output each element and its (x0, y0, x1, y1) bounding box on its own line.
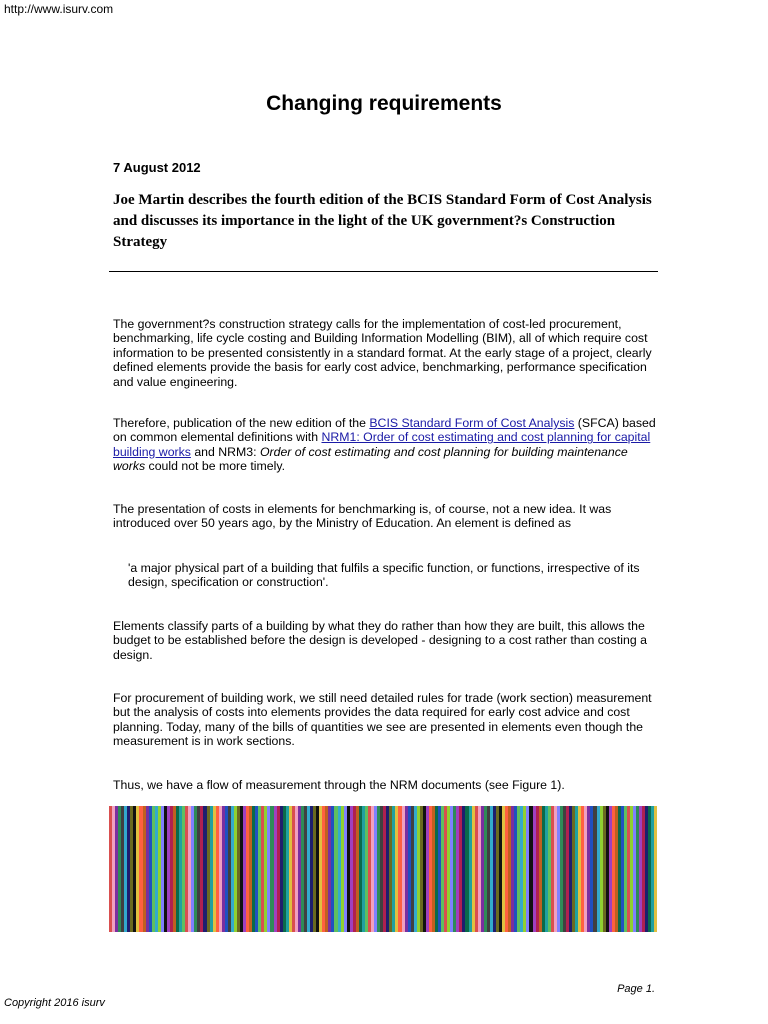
definition-quote: 'a major physical part of a building that fulfils a specific function, or functions, irrespective of its design, specification or construction'. (128, 561, 640, 590)
paragraph-4: Elements classify parts of a building by what they do rather than how they are built, this allows the budget to be established before the design is developed - designing to a cost rather than costing a design. (113, 619, 647, 662)
copyright-notice: Copyright 2016 isurv (4, 997, 105, 1009)
paragraph-2-text-b: (SFCA) based on common elemental definitions with (113, 416, 656, 445)
nrm3-title: Order of cost estimating and cost planning for building maintenance works (113, 444, 628, 474)
paragraph-2 (113, 416, 658, 474)
paragraph-5: For procurement of building work, we still need detailed rules for trade (work section) measurement but the analysis of costs into elements provides the data required for early cost advice and cost planning. Today, many of the bills of quantities we see are presented in elements even though the measurement is in work sections. (113, 691, 652, 749)
article-date: 7 August 2012 (113, 160, 201, 175)
page-title: Changing requirements (266, 92, 502, 115)
divider (109, 271, 658, 272)
paragraph-1: The government?s construction strategy calls for the implementation of cost-led procurement, benchmarking, life cycle costing and Building Information Modelling (BIM), all of which require cost information to be presented consistently in a standard format. At the early stage of a project, clearly defined elements provide the basis for early cost advice, benchmarking, performance specification and value engineering. (113, 317, 652, 389)
paragraph-2-text-a: Therefore, publication of the new edition of the (113, 416, 370, 430)
paragraph-3: The presentation of costs in elements for benchmarking is, of course, not a new idea. It was introduced over 50 years ago, by the Ministry of Education. An element is defined as (113, 502, 612, 531)
paragraph-2-text-c: and NRM3: (190, 444, 260, 459)
source-url: http://www.isurv.com (4, 2, 114, 16)
paragraph-2-text-d: could not be more timely. (145, 459, 286, 474)
figure-1-image (109, 806, 658, 932)
paragraph-6: Thus, we have a flow of measurement through the NRM documents (see Figure 1). (113, 778, 565, 792)
figure-stripe (654, 806, 657, 932)
article-standfirst: Joe Martin describes the fourth edition of the BCIS Standard Form of Cost Analysis and discusses its importance in the light of the UK government?s Construction Strategy (113, 192, 652, 250)
nrm1-link[interactable]: NRM1: Order of cost estimating and cost planning for capital building works (113, 430, 651, 459)
page-number: Page 1. (617, 983, 655, 995)
bcis-sfca-link[interactable]: BCIS Standard Form of Cost Analysis (369, 416, 575, 430)
